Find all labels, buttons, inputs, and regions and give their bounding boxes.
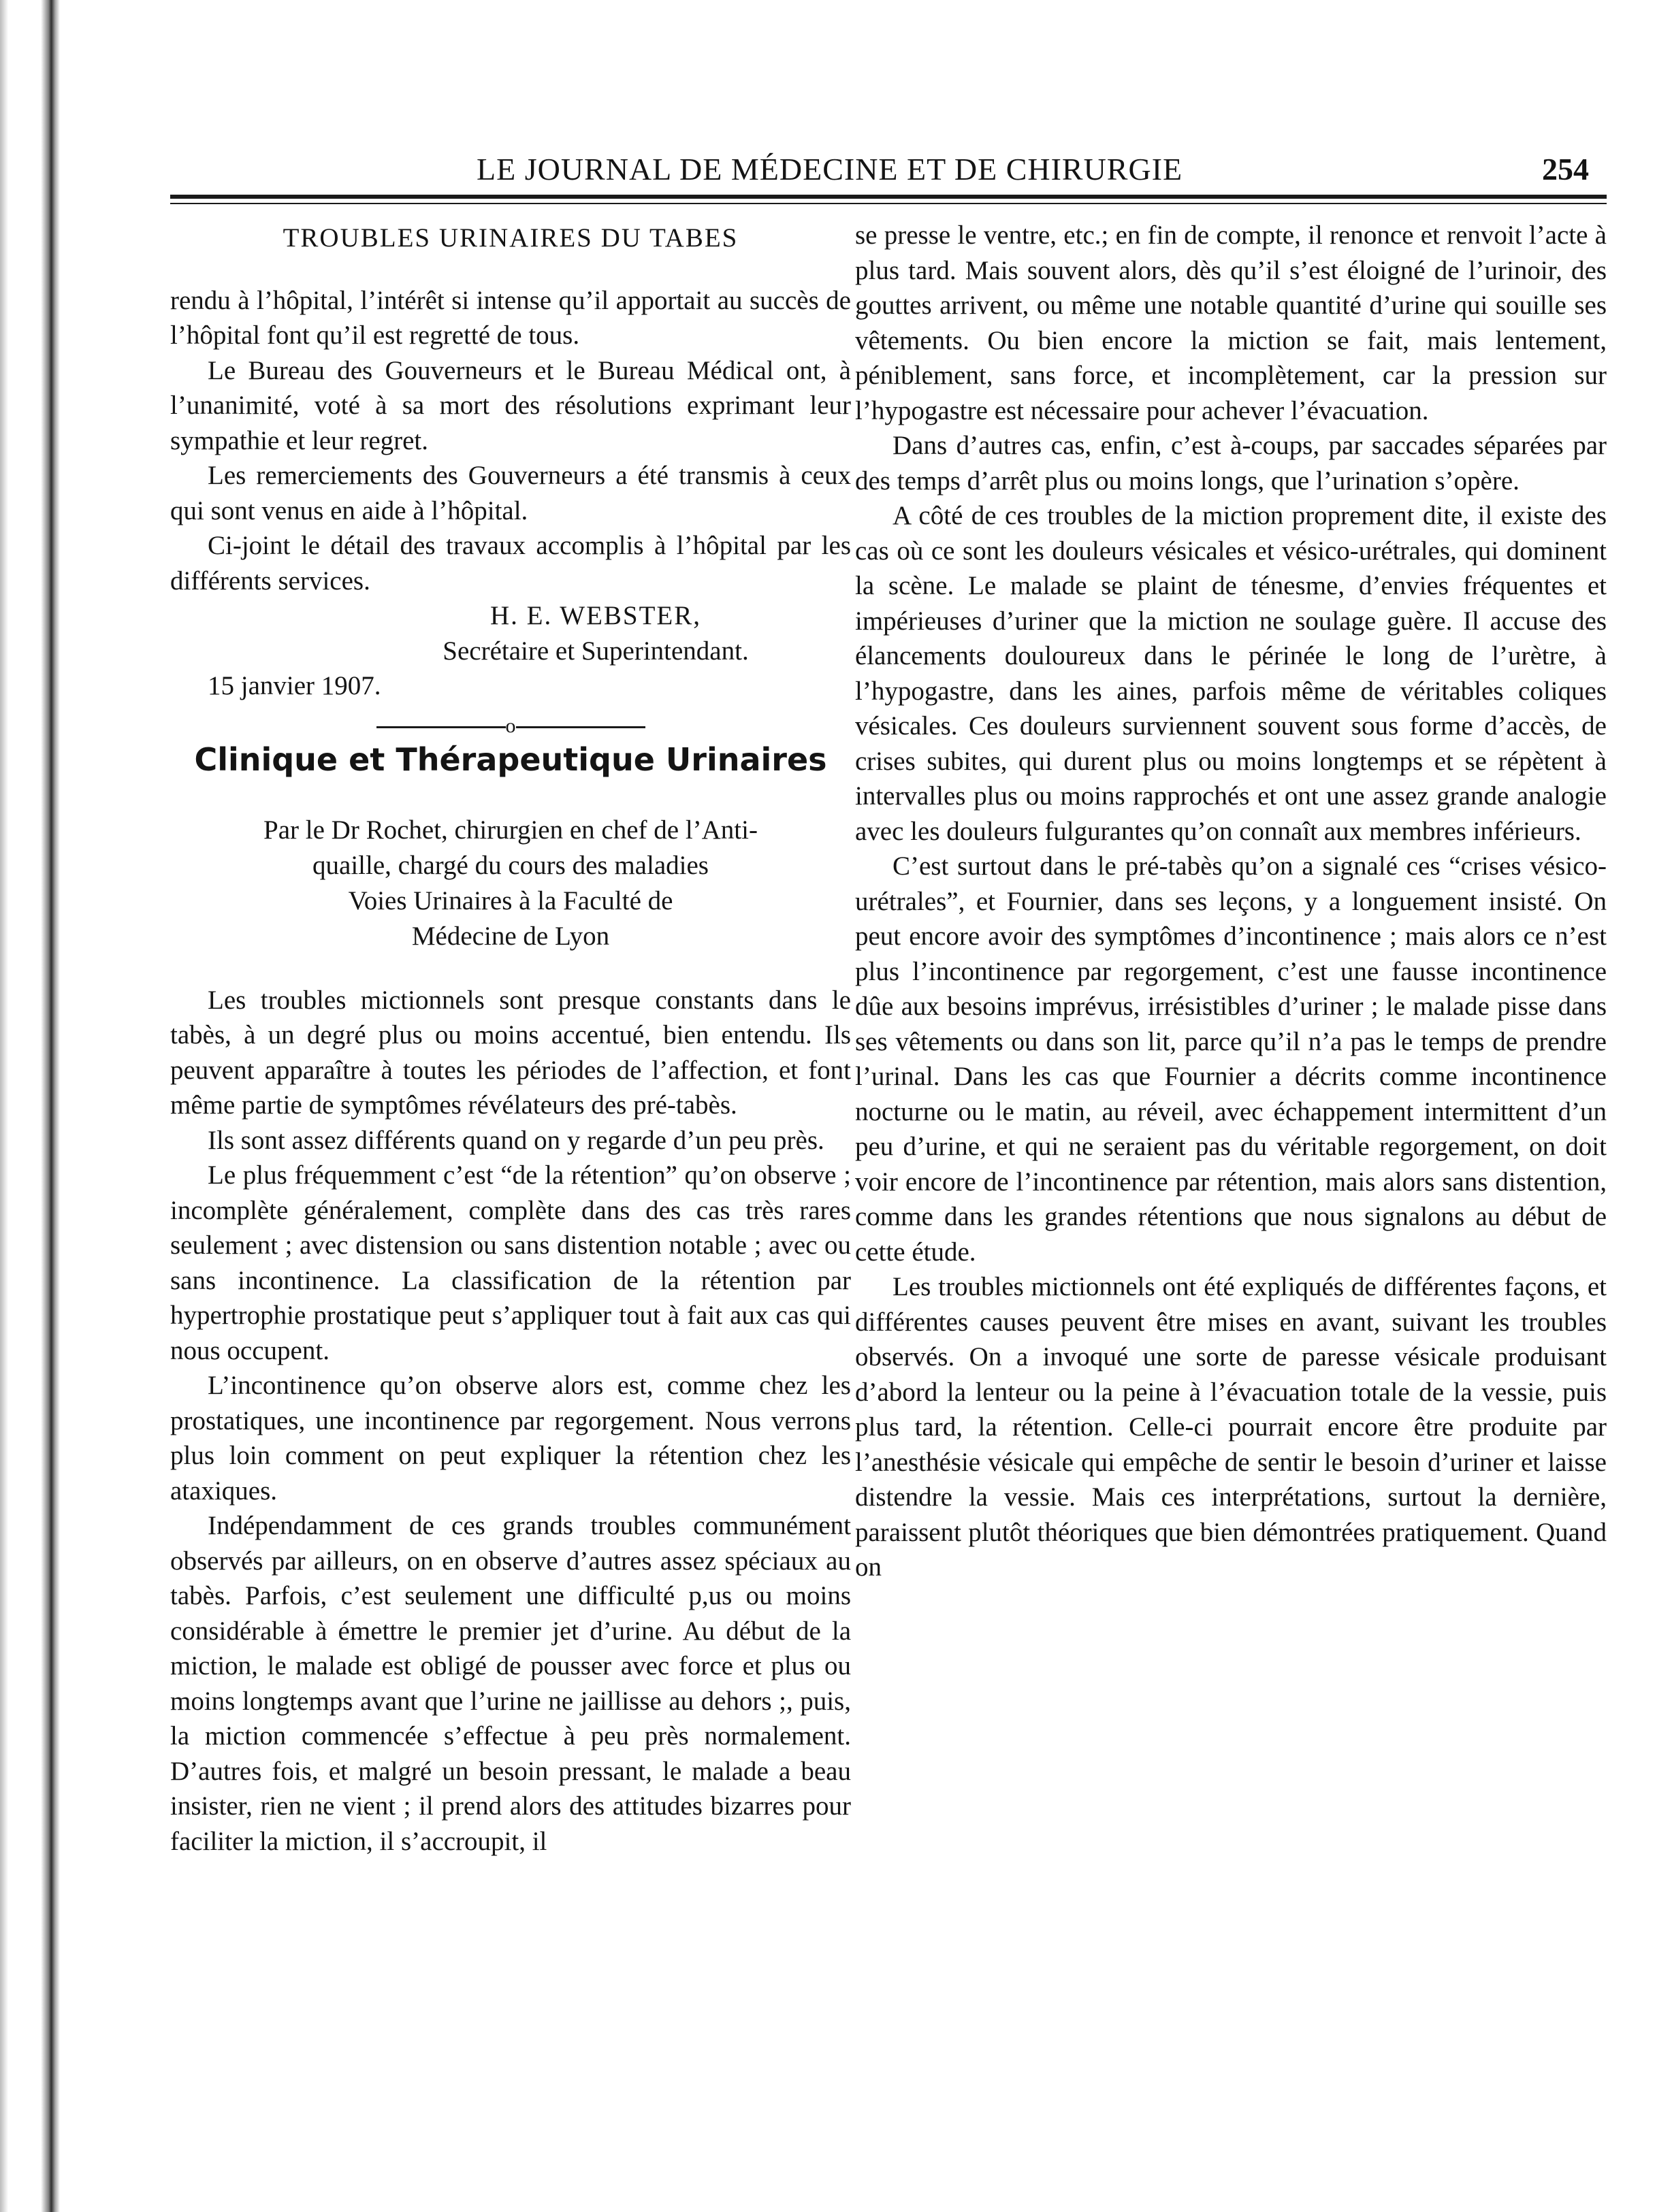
paragraph: Ils sont assez différents quand on y regarde d’un peu près. bbox=[208, 1125, 824, 1155]
header-rule-thick bbox=[170, 195, 1607, 199]
section-heading: TROUBLES URINAIRES DU TABES bbox=[283, 223, 739, 253]
paragraph: se presse le ventre, etc.; en fin de compte, il renonce et renvoit l’acte à plus tard. Mais souvent alors, dès qu’il s’est éloigné de l’urinoir, des gouttes arrivent, ou même une notable quantité d’urine qui souille ses vêtements. Ou bien encore la miction se fait, mais lentement, péniblement, sans force, et incomplètement, car la pression sur l’hypogastre est nécessaire pour achever l’évacuation. bbox=[855, 221, 1607, 425]
page-edge-shadow bbox=[0, 0, 8, 2212]
byline-line: Médecine de Lyon bbox=[411, 921, 610, 951]
paragraph: Dans d’autres cas, enfin, c’est à-coups, par saccades séparées par des temps d’arrêt plus ou moins longs, que l’urination s’opère. bbox=[855, 431, 1607, 495]
paragraph: Les troubles mictionnels sont presque constants dans le tabès, à un degré plus ou moins accentué, bien entendu. Ils peuvent apparaître à toutes les périodes de l’affection, et font même partie de symptômes révélateurs des pré-tabès. bbox=[170, 985, 851, 1120]
header-rule-thin bbox=[170, 203, 1607, 204]
paragraph: Ci-joint le détail des travaux accomplis à l’hôpital par les différents services. bbox=[170, 531, 851, 596]
page-number: 254 bbox=[1542, 152, 1589, 186]
signature-name: H. E. WEBSTER, bbox=[489, 601, 702, 630]
running-header bbox=[170, 151, 1607, 192]
date-line: 15 janvier 1907. bbox=[208, 671, 381, 700]
article-title: Clinique et Thérapeutique Urinaires bbox=[194, 741, 827, 778]
paragraph: L’incontinence qu’on observe alors est, comme chez les prostatiques, une incontinence par regorgement. Nous verrons plus loin comment on peut expliquer la rétention chez les ataxiques. bbox=[170, 1371, 851, 1506]
paragraph: Les troubles mictionnels ont été expliqués de différentes façons, et différentes causes peuvent être mises en avant, suivant les troubles observés. On a invoqué une sorte de paresse vésicale produisant d’abord la lenteur ou la peine à l’évacuation totale de la vessie, puis plus tard, la rétention. Celle-ci pourrait encore être produite par l’anesthésie vésicale qui empêche de sentir le besoin d’uriner et laisse distendre la vessie. Mais ces interprétations, surtout la dernière, paraissent plutôt théoriques que bien démontrées pratiquement. Quand on bbox=[855, 1272, 1607, 1582]
article-byline bbox=[170, 813, 851, 954]
paragraph: Le plus fréquemment c’est “de la rétention” qu’on observe ; incomplète généralement, complète dans des cas très rares seulement ; avec distension ou sans distention notable ; avec ou sans incontinence. La classification de la rétention par hypertrophie prostatique peut s’appliquer tout à fait aux cas qui nous occupent. bbox=[170, 1160, 851, 1365]
paragraph: Indépendamment de ces grands troubles communément observés par ailleurs, on en observe d’autres assez spéciaux au tabès. Parfois, c’est seulement une difficulté p,us ou moins considérable à émettre le premier jet d’urine. Au début de la miction, le malade est obligé de pousser avec force et plus ou moins longtemps avant que l’urine ne jaillisse au dehors ;, puis, la miction commencée s’effectue à peu près normalement. D’autres fois, et malgré un besoin pressant, le malade a beau insister, rien ne vient ; il prend alors des attitudes bizarres pour faciliter la miction, il s’accroupit, il bbox=[170, 1511, 851, 1856]
binding-edge-shadow bbox=[41, 0, 60, 2212]
byline-line: quaille, chargé du cours des maladies bbox=[312, 850, 709, 880]
byline-line: Voies Urinaires à la Faculté de bbox=[348, 885, 673, 915]
divider-mark: o bbox=[505, 714, 516, 737]
left-column bbox=[170, 218, 851, 1859]
journal-title: LE JOURNAL DE MÉDECINE ET DE CHIRURGIE bbox=[477, 152, 1183, 186]
right-column bbox=[855, 218, 1607, 1585]
paragraph: Les remerciements des Gouverneurs a été transmis à ceux qui sont venus en aide à l’hôpital. bbox=[170, 461, 851, 525]
paragraph: rendu à l’hôpital, l’intérêt si intense qu’il apportait au succès de l’hôpital font qu’il est regretté de tous. bbox=[170, 285, 851, 350]
paragraph: Le Bureau des Gouverneurs et le Bureau Médical ont, à l’unanimité, voté à sa mort des résolutions exprimant leur sympathie et leur regret. bbox=[170, 355, 851, 455]
divider-dash-left bbox=[376, 726, 506, 728]
paragraph: A côté de ces troubles de la miction proprement dite, il existe des cas où ce sont les douleurs vésicales et vésico-urétrales, qui dominent la scène. Le malade se plaint de ténesme, d’envies fréquentes et impérieuses d’uriner que la miction ne soulage guère. Il accuse des élancements douloureux dans le périnée le long de l’urètre, à l’hypogastre, dans les aines, parfois même de véritables coliques vésicales. Ces douleurs surviennent souvent sous forme d’accès, de crises subites, qui durent plus ou moins longtemps et se répètent à intervalles plus ou moins rapprochés et ont une assez grande analogie avec les douleurs fulgurantes qu’on connaît aux membres inférieurs. bbox=[855, 501, 1607, 846]
section-divider bbox=[170, 716, 851, 736]
divider-dash-right bbox=[516, 726, 645, 728]
signature-title: Secrétaire et Superintendant. bbox=[443, 636, 749, 666]
paragraph: C’est surtout dans le pré-tabès qu’on a signalé ces “crises vésico-urétrales”, et Fournier, dans ses leçons, y a longuement insisté. On peut encore avoir des symptômes d’incontinence ; mais alors ce n’est plus l’incontinence par regorgement, c’est une fausse incontinence dûe aux besoins imprévus, irrésistibles d’uriner ; le malade pisse dans ses vêtements ou dans son lit, parce qu’il n’a pas le temps de prendre l’urinal. Dans les cas que Fournier a décrits comme incontinence nocturne ou le matin, au réveil, avec échappement intermittent d’un peu d’urine, et qui ne seraient pas du véritable regorgement, on doit voir encore de l’incontinence par rétention, mais alors sans distention, comme dans les grandes rétentions que nous signalons au début de cette étude. bbox=[855, 851, 1607, 1267]
byline-line: Par le Dr Rochet, chirurgien en chef de l’Anti- bbox=[263, 815, 758, 845]
